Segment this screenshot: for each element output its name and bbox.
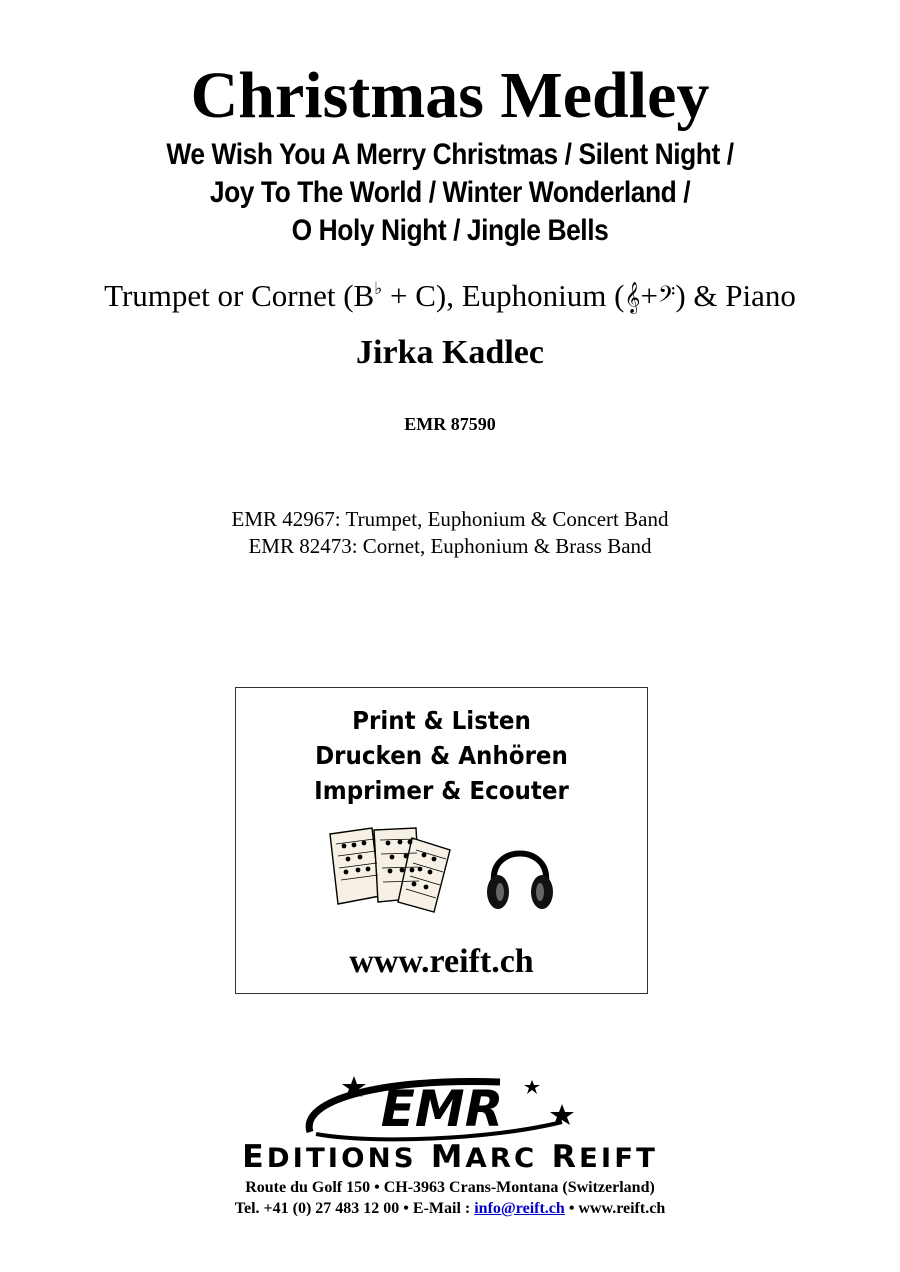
composer-name: Jirka Kadlec <box>356 334 544 371</box>
clef-plus: + <box>640 278 658 313</box>
promo-line-french: Imprimer & Ecouter <box>314 776 569 805</box>
alternate-version-2: EMR 82473: Cornet, Euphonium & Brass Band <box>248 534 652 558</box>
emr-logo <box>300 1074 580 1144</box>
email-link[interactable]: info@reift.ch <box>474 1200 565 1217</box>
promo-line-english: Print & Listen <box>352 706 531 735</box>
publisher-contact <box>0 1199 900 1219</box>
subtitle-line-1: We Wish You A Merry Christmas / Silent Night / <box>166 138 734 171</box>
instrumentation-suffix: ) & Piano <box>675 278 796 313</box>
bass-clef-icon: 𝄢 <box>657 282 676 313</box>
subtitle-line-2: Joy To The World / Winter Wonderland / <box>209 176 691 209</box>
alternate-version-1: EMR 42967: Trumpet, Euphonium & Concert Band <box>231 507 669 531</box>
publisher-name-initial-2: M <box>430 1139 466 1175</box>
publisher-name-initial-3: R <box>551 1139 580 1175</box>
publisher-name-initial-1: E <box>242 1139 267 1175</box>
promo-url[interactable]: www.reift.ch <box>349 943 534 980</box>
instrumentation-prefix: Trumpet or Cornet (B <box>104 278 375 313</box>
promo-line-german: Drucken & Anhören <box>315 741 568 770</box>
instrumentation-middle: + C), Euphonium ( <box>382 278 625 313</box>
flat-sign: ♭ <box>374 279 383 298</box>
headphones-icon <box>484 836 556 916</box>
print-listen-box <box>235 687 648 994</box>
sheet-music-icon <box>328 824 456 914</box>
subtitle-line-3: O Holy Night / Jingle Bells <box>291 214 609 247</box>
publisher-name-rest-1: DITIONS <box>266 1143 417 1174</box>
contact-prefix: Tel. +41 (0) 27 483 12 00 • E-Mail : <box>234 1200 475 1217</box>
publisher-address: Route du Golf 150 • CH-3963 Crans-Montana (Switzerland) <box>245 1179 655 1196</box>
publisher-name <box>0 1140 900 1176</box>
page-title: Christmas Medley <box>190 59 710 132</box>
instrumentation <box>0 270 900 317</box>
contact-suffix: • www.reift.ch <box>564 1200 666 1217</box>
publisher-name-rest-2: ARC <box>465 1143 538 1174</box>
emr-logo-text: EMR <box>380 1080 504 1138</box>
treble-clef-icon: 𝄞 <box>624 282 641 313</box>
catalog-code: EMR 87590 <box>404 414 496 434</box>
publisher-name-rest-3: EIFT <box>579 1143 658 1174</box>
